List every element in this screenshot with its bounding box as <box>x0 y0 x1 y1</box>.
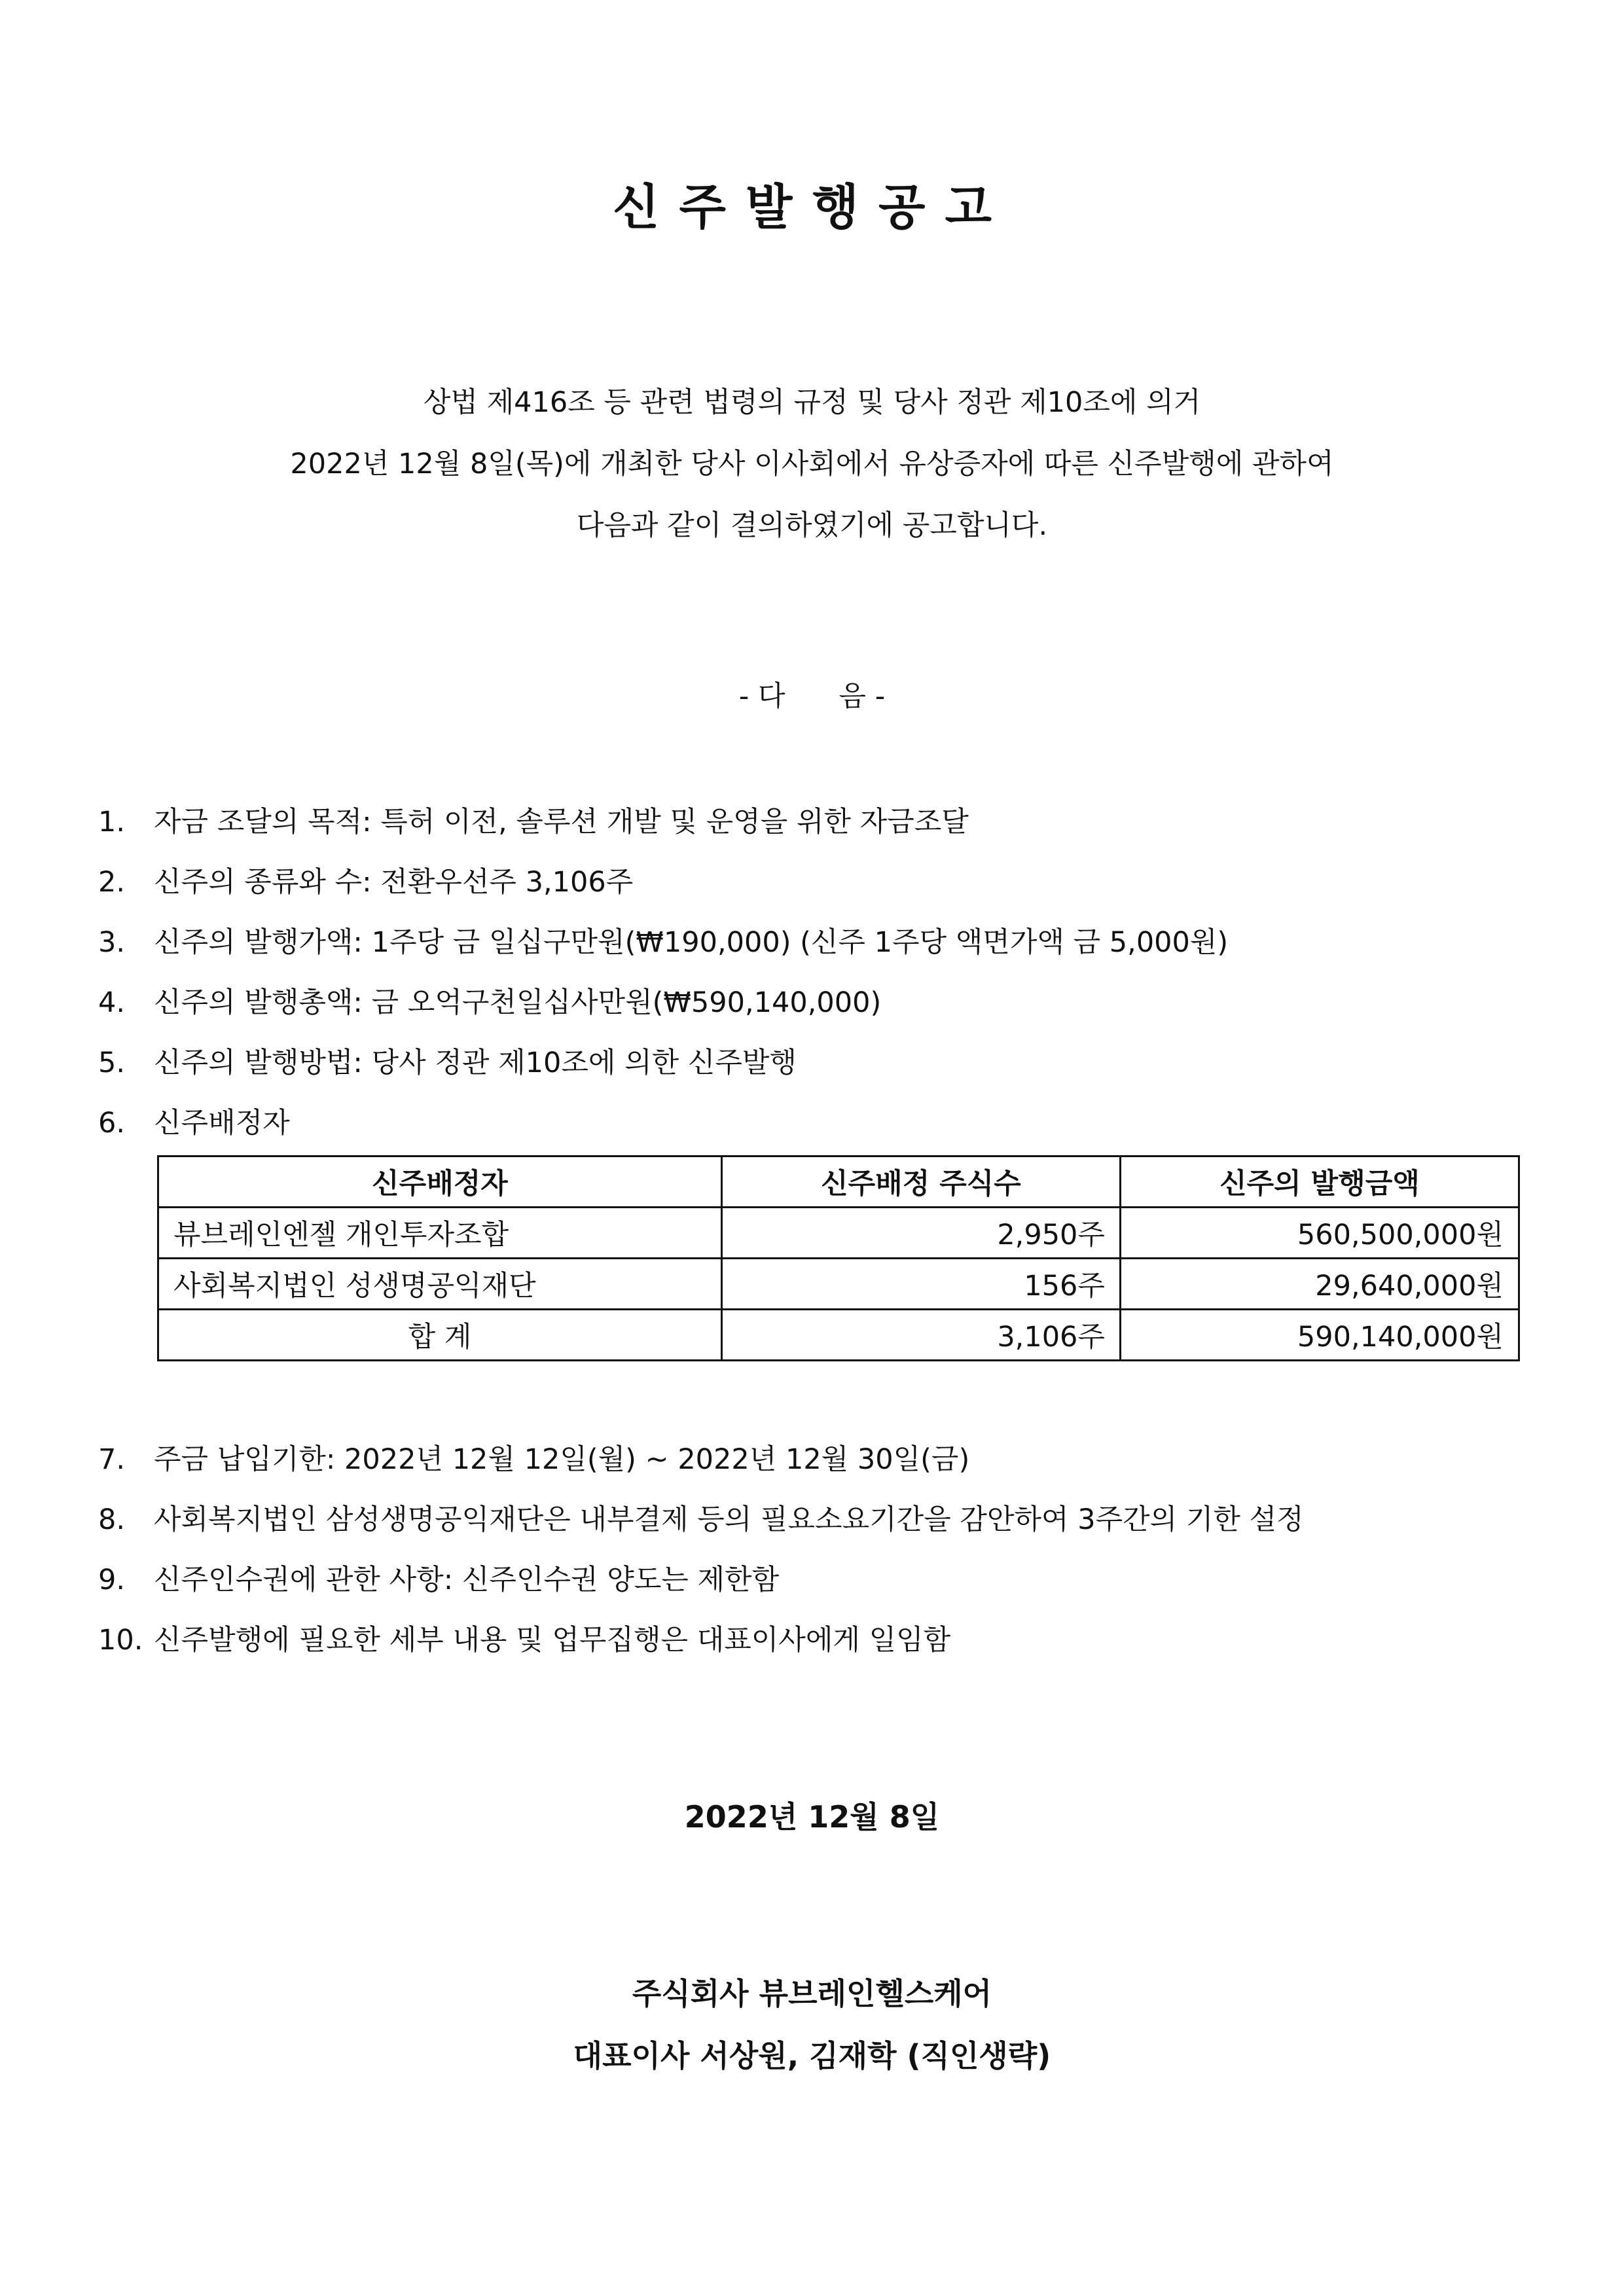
list-item <box>98 792 1538 852</box>
intro-line: 다음과 같이 결의하였기에 공고합니다. <box>576 509 1048 542</box>
allocation-table <box>157 1155 1520 1361</box>
total-amount: 590,140,000원 <box>1120 1310 1519 1361</box>
intro-line: 2022년 12월 8일(목)에 개최한 당사 이사회에서 유상증자에 따른 신주발행에 관하여 <box>290 448 1334 480</box>
intro-line: 상법 제416조 등 관련 법령의 규정 및 당사 정관 제10조에 의거 <box>423 386 1201 419</box>
list-item <box>98 1093 1538 1153</box>
section-heading: - 다 음 - <box>738 680 886 713</box>
item-text: 신주의 발행가액: 1주당 금 일십구만원(₩190,000) (신주 1주당 액면가액 금 5,000원) <box>154 926 1229 959</box>
item-number: 8. <box>98 1503 126 1536</box>
allottee-name: 뷰브레인엔젤 개인투자조합 <box>158 1208 722 1259</box>
list-item <box>98 1550 1538 1610</box>
item-number: 2. <box>98 866 126 899</box>
column-header-allottee: 신주배정자 <box>158 1157 722 1208</box>
allotted-shares: 156주 <box>721 1259 1120 1310</box>
ceo-signature-line: 대표이사 서상원, 김재학 (직인생략) <box>573 2038 1051 2073</box>
item-text: 신주배정자 <box>154 1107 290 1139</box>
company-name: 주식회사 뷰브레인헬스케어 <box>632 1976 992 2011</box>
intro-paragraph <box>0 372 1624 556</box>
list-item <box>98 1610 1538 1670</box>
list-item <box>98 1033 1538 1093</box>
notice-items-continued <box>98 1429 1538 1670</box>
list-item <box>98 973 1538 1033</box>
item-number: 10. <box>98 1624 143 1657</box>
item-number: 5. <box>98 1047 126 1079</box>
item-number: 9. <box>98 1564 126 1596</box>
item-text: 신주발행에 필요한 세부 내용 및 업무집행은 대표이사에게 일임함 <box>154 1624 951 1657</box>
list-item <box>98 1490 1538 1550</box>
item-text: 자금 조달의 목적: 특허 이전, 솔루션 개발 및 운영을 위한 자금조달 <box>154 806 969 838</box>
total-label: 합 계 <box>158 1310 722 1361</box>
item-text: 사회복지법인 삼성생명공익재단은 내부결제 등의 필요소요기간을 감안하여 3주간의 기한 설정 <box>154 1503 1304 1536</box>
issue-amount: 29,640,000원 <box>1120 1259 1519 1310</box>
total-shares: 3,106주 <box>721 1310 1120 1361</box>
table-header-row <box>158 1157 1519 1208</box>
table-total-row <box>158 1310 1519 1361</box>
item-number: 7. <box>98 1443 126 1476</box>
item-text: 신주의 종류와 수: 전환우선주 3,106주 <box>154 866 634 899</box>
item-text: 신주인수권에 관한 사항: 신주인수권 양도는 제한함 <box>154 1564 780 1596</box>
notice-date: 2022년 12월 8일 <box>684 1799 940 1835</box>
allottee-name: 사회복지법인 성생명공익재단 <box>158 1259 722 1310</box>
allotted-shares: 2,950주 <box>721 1208 1120 1259</box>
notice-items <box>98 792 1538 1153</box>
column-header-shares: 신주배정 주식수 <box>721 1157 1120 1208</box>
list-item <box>98 1429 1538 1490</box>
issue-amount: 560,500,000원 <box>1120 1208 1519 1259</box>
table-row <box>158 1259 1519 1310</box>
table-row <box>158 1208 1519 1259</box>
item-number: 1. <box>98 806 126 838</box>
list-item <box>98 912 1538 973</box>
item-number: 4. <box>98 986 126 1019</box>
list-item <box>98 852 1538 912</box>
item-text: 신주의 발행총액: 금 오억구천일십사만원(₩590,140,000) <box>154 986 882 1019</box>
item-number: 6. <box>98 1107 126 1139</box>
document-title: 신주발행공고 <box>613 179 1011 236</box>
item-number: 3. <box>98 926 126 959</box>
item-text: 주금 납입기한: 2022년 12월 12일(월) ~ 2022년 12월 30일(금) <box>154 1443 970 1476</box>
item-text: 신주의 발행방법: 당사 정관 제10조에 의한 신주발행 <box>154 1047 797 1079</box>
column-header-amount: 신주의 발행금액 <box>1120 1157 1519 1208</box>
